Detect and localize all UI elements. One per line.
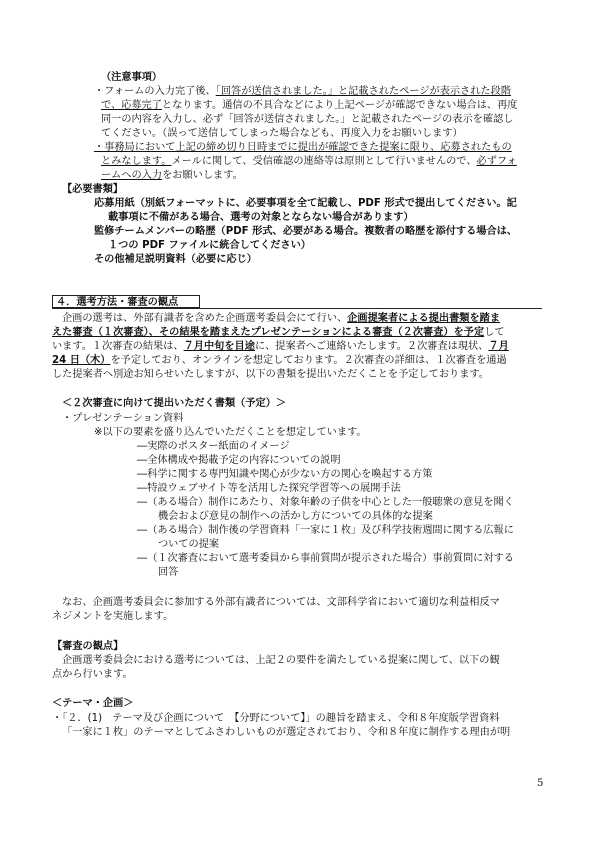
notes-line: ームへの入力をお願いします。	[101, 170, 243, 181]
docs-element: 機会および意見の制作への活かし方についての具体的な提案	[158, 511, 433, 522]
docs-item: ・プレゼンテーション資料	[62, 413, 184, 424]
docs-element: ―（１次審査において選考委員から事前質問が提示された場合）事前質問に対する	[137, 553, 514, 564]
docs-element: 回答	[158, 567, 179, 578]
docs-note: ※以下の要素を盛り込んでいただくことを想定しています。	[94, 427, 367, 438]
notes-line: 同一の内容を入力し、必ず「回答が送信されました。」と記載されたページの表示を確認し	[101, 114, 514, 125]
notes-line: とみなします。メールに関して、受信確認の連絡等は原則として行いませんので、必ずフォ	[101, 156, 517, 167]
paragraph-line: ネジメントを実施します。	[52, 611, 174, 622]
section-heading: ４．選考方法・審査の観点	[52, 295, 200, 308]
docs-heading: ＜２次審査に向けて提出いただく書類（予定）＞	[62, 398, 287, 409]
docs-element: ―実際のポスター紙面のイメージ	[137, 441, 290, 452]
notes-heading: （注意事項）	[101, 72, 163, 83]
docs-element: ついての提案	[158, 539, 220, 550]
paragraph-line: 企画の選考は、外部有識者を含めた企画選考委員会にて行い、企画提案者による提出書類を踏ま	[62, 313, 501, 324]
notes-line: ・フォームの入力完了後、「回答が送信されました。」と記載されたページが表示された段階	[94, 86, 511, 97]
docs-element: ―全体構成や掲載予定の内容についての説明	[137, 455, 341, 466]
paragraph-line: います。１次審査の結果は、７月中旬を目途に、提案者へご連絡いたします。２次審査は現状、７月	[52, 341, 509, 352]
required-item: １つの PDF ファイルに統合してください）	[108, 240, 311, 251]
paragraph-line: えた審査（１次審査）、その結果を踏まえたプレゼンテーションによる審査（２次審査）を予定して	[52, 327, 505, 338]
paragraph-line: なお、企画選考委員会に参加する外部有識者については、文部科学省において適切な利益相反マ	[62, 597, 500, 608]
required-item: 載事項に不備がある場合、選考の対象とならない場合があります）	[108, 212, 414, 223]
required-item: 応募用紙（別紙フォーマットに、必要事項を全て記載し、PDF 形式で提出してください。記	[94, 198, 517, 209]
required-heading: 【必要書類】	[62, 184, 124, 195]
notes-line: ・事務局において上記の締め切り日時までに提出が確認できた提案に限り、応募されたもの	[94, 142, 512, 153]
viewpoint-heading: 【審査の観点】	[52, 641, 124, 652]
docs-element: ―特設ウェブサイト等を活用した探究学習等への展開手法	[137, 483, 401, 494]
notes-line: てください。（誤って送信してしまった場合なども、再度入力をお願いします）	[101, 128, 463, 139]
docs-element: ―（ある場合）制作後の学習資料「一家に１枚」及び科学技術週間に関する広報に	[137, 525, 514, 536]
docs-element: ―科学に関する専門知識や関心が少ない方の関心を喚起する方策	[137, 469, 433, 480]
docs-element: ―（ある場合）制作にあたり、対象年齢の子供を中心とした一般聴衆の意見を聞く	[137, 497, 514, 508]
paragraph-line: 24 日（木）を予定しており、オンラインを想定しております。２次審査の詳細は、１次審査を通過	[52, 355, 507, 366]
paragraph-line: した提案者へ別途お知らせいたしますが、以下の書類を提出いただくことを予定しております。	[52, 369, 489, 380]
page-number: 5	[537, 778, 544, 789]
required-item: その他補足説明資料（必要に応じ）	[94, 254, 257, 265]
notes-line: で、応募完了となります。通信の不具合などにより上記ページが確認できない場合は、再度	[101, 100, 518, 111]
paragraph-line: 「一家に１枚」のテーマとしてふさわしいものが選定されており、令和８年度に制作する理由が明	[62, 727, 511, 738]
required-item: 監修チームメンバーの略歴（PDF 形式、必要がある場合。複数者の略歴を添付する場合は、	[94, 226, 518, 237]
paragraph-line: 点から行います。	[52, 669, 133, 680]
theme-heading: ＜テーマ・企画＞	[52, 698, 134, 709]
paragraph-line: 企画選考委員会における選考については、上記２の要件を満たしている提案に関して、以下の観	[62, 655, 500, 666]
section-rule	[52, 308, 542, 309]
paragraph-line: ・「２．(1) テーマ及び企画について 【分野について】」の趣旨を踏まえ、令和８年度版学習資料	[52, 713, 500, 724]
